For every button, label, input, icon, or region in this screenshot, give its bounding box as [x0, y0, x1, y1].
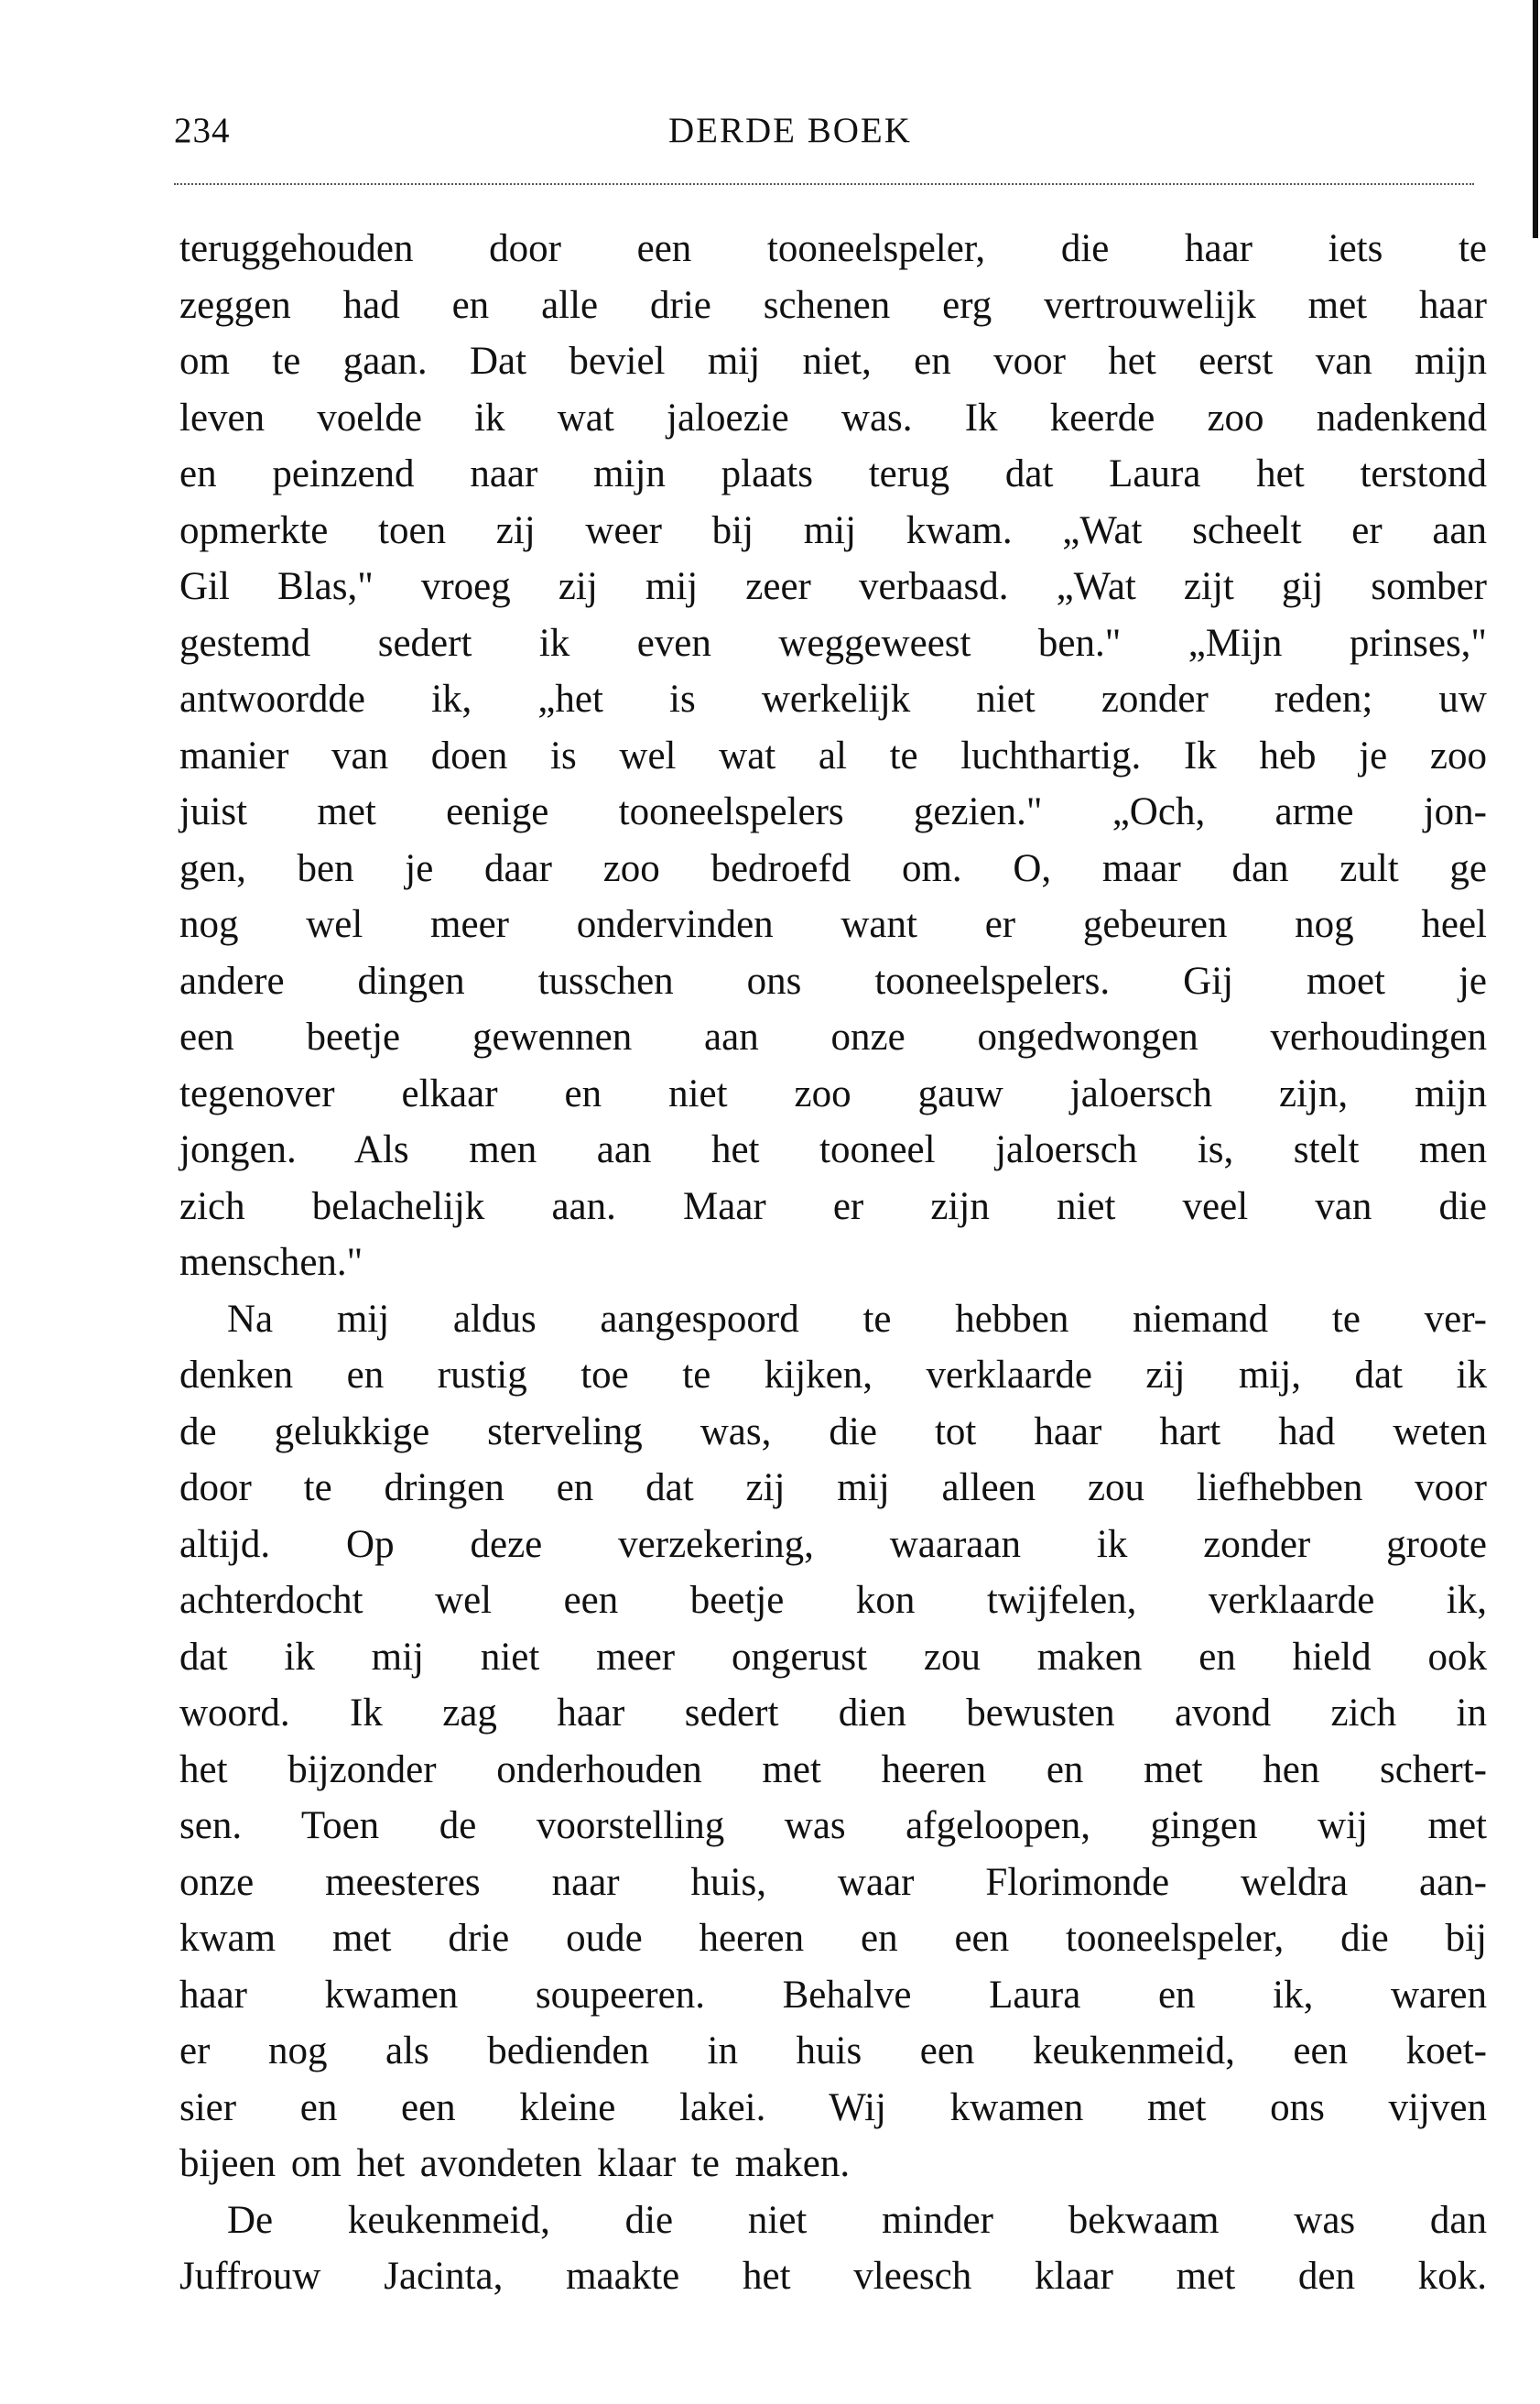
text-line: sier en een kleine lakei. Wij kwamen met ons vijven [179, 2085, 1487, 2129]
text-line: bijeen om het avondeten klaar te maken. [179, 2142, 851, 2185]
text-line: de gelukkige sterveling was, die tot haar hart had weten [179, 1409, 1487, 1453]
text-line: er nog als bedienden in huis een keukenmeid, een koet- [179, 2029, 1487, 2072]
text-line: zich belachelijk aan. Maar er zijn niet veel van die [179, 1184, 1487, 1228]
text-line: altijd. Op deze verzekering, waaraan ik zonder groote [179, 1522, 1487, 1566]
text-line: opmerkte toen zij weer bij mij kwam. „Wat scheelt er aan [179, 508, 1487, 552]
text-line: dat ik mij niet meer ongerust zou maken en hield ook [179, 1635, 1487, 1679]
text-line: gen, ben je daar zoo bedroefd om. O, maar dan zult ge [179, 846, 1487, 890]
text-line: manier van doen is wel wat al te luchthartig. Ik heb je zoo [179, 734, 1487, 778]
page-edge [1531, 0, 1540, 2404]
text-line: leven voelde ik wat jaloezie was. Ik keerde zoo nadenkend [179, 396, 1487, 440]
text-line: een beetje gewennen aan onze ongedwongen verhoudingen [179, 1016, 1487, 1059]
text-line: De keukenmeid, die niet minder bekwaam was dan [227, 2198, 1487, 2242]
running-head: DERDE BOEK [668, 111, 912, 150]
paragraph-3 [179, 2192, 1487, 2305]
text-line: onze meesteres naar huis, waar Florimonde weldra aan- [179, 1860, 1487, 1904]
text-line: antwoordde ik, „het is werkelijk niet zonder reden; uw [179, 678, 1487, 721]
text-line: het bijzonder onderhouden met heeren en met hen schert- [179, 1747, 1487, 1791]
paragraph-2 [179, 1291, 1487, 2192]
text-line: door te dringen en dat zij mij alleen zou liefhebben voor [179, 1466, 1487, 1509]
text-line: zeggen had en alle drie schenen erg vertrouwelijk met haar [179, 283, 1487, 327]
text-line: om te gaan. Dat beviel mij niet, en voor het eerst van mijn [179, 340, 1487, 383]
text-line: menschen." [179, 1241, 363, 1284]
text-line: nog wel meer ondervinden want er gebeuren nog heel [179, 903, 1487, 946]
text-line: tegenover elkaar en niet zoo gauw jaloersch zijn, mijn [179, 1071, 1487, 1115]
text-line: gestemd sedert ik even weggeweest ben." „Mijn prinses," [179, 621, 1487, 665]
paragraph-1 [179, 221, 1487, 1291]
body-text [179, 221, 1487, 2305]
binding-edge-mark [1533, 0, 1538, 238]
page-header [174, 110, 1474, 165]
text-line: jongen. Als men aan het tooneel jaloersch is, stelt men [179, 1128, 1487, 1171]
text-line: teruggehouden door een tooneelspeler, die haar iets te [179, 227, 1487, 270]
text-line: sen. Toen de voorstelling was afgeloopen, gingen wij met [179, 1804, 1487, 1847]
text-line: Na mij aldus aangespoord te hebben niemand te ver- [227, 1297, 1487, 1341]
text-line: andere dingen tusschen ons tooneelspelers. Gij moet je [179, 959, 1487, 1003]
text-line: Gil Blas," vroeg zij mij zeer verbaasd. „Wat zijt gij somber [179, 565, 1487, 608]
header-rule [174, 183, 1474, 185]
text-line: denken en rustig toe te kijken, verklaarde zij mij, dat ik [179, 1354, 1487, 1397]
text-line: kwam met drie oude heeren en een tooneelspeler, die bij [179, 1917, 1487, 1960]
page-number: 234 [174, 111, 231, 150]
text-line: woord. Ik zag haar sedert dien bewusten avond zich in [179, 1692, 1487, 1735]
text-line: en peinzend naar mijn plaats terug dat Laura het terstond [179, 452, 1487, 495]
text-line: Juffrouw Jacinta, maakte het vleesch klaar met den kok. [179, 2255, 1487, 2298]
text-line: juist met eenige tooneelspelers gezien." „Och, arme jon- [179, 790, 1487, 833]
text-line: achterdocht wel een beetje kon twijfelen, verklaarde ik, [179, 1579, 1487, 1622]
text-line: haar kwamen soupeeren. Behalve Laura en ik, waren [179, 1973, 1487, 2017]
